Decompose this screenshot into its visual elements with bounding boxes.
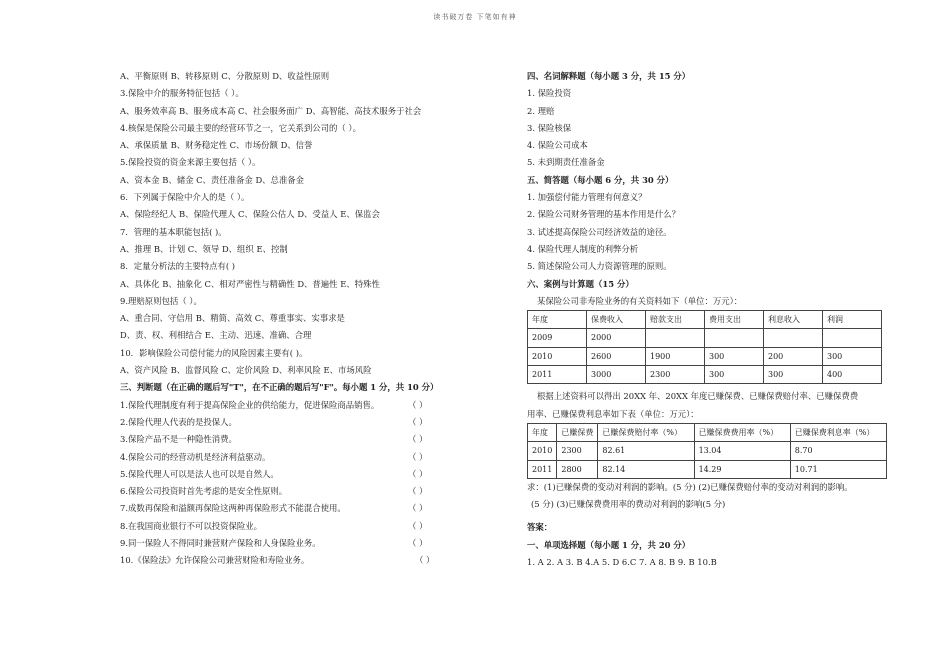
section-title-short-answer: 五、简答题（每小题 6 分，共 30 分）: [527, 174, 674, 185]
answer-section-title: 一、单项选择题（每小题 1 分，共 20 分）: [527, 539, 691, 550]
case-text: 根据上述资料可以得出 20XX 年、20XX 年度已赚保费、已赚保费赔付率、已赚保费费: [537, 391, 859, 402]
list-item: 5. 未到期责任准备金: [527, 157, 605, 168]
table-cell: 年度: [528, 311, 587, 329]
table-cell: 300: [705, 366, 764, 384]
judge-item: [120, 500, 450, 517]
table-cell: 赔款支出: [646, 311, 705, 329]
table-cell: 已赚保费费用率（%）: [694, 423, 790, 441]
list-item: 1. 加强偿付能力管理有何意义？: [527, 192, 647, 203]
left-column: [120, 68, 450, 570]
answer-blank: （ ）: [408, 451, 428, 462]
answer-blank: （ ）: [408, 416, 428, 427]
data-table-1: [527, 310, 882, 384]
text-line: 7．管理的基本职能包括( )。: [120, 226, 227, 237]
table-row: [528, 329, 882, 347]
text-line: 8．定量分析法的主要特点有( ): [120, 261, 236, 272]
table-row: [528, 366, 882, 384]
section-title-judge: 三、判断题（在正确的题后写"T"，在不正确的题后写"F"。每小题 1 分，共 10 分）: [120, 382, 439, 393]
judge-item: [120, 535, 450, 552]
judge-item: [120, 518, 450, 535]
list-item: 3. 保险核保: [527, 122, 572, 133]
section-title-case: 六、案例与计算题（15 分）: [527, 278, 634, 289]
judge-question: 5.保险代理人可以是法人也可以是自然人。: [120, 468, 279, 479]
list-item: 1. 保险投资: [527, 88, 572, 99]
requirement-text: (5 分) (3)已赚保费费用率的费动对利润的影响(5 分): [531, 499, 726, 510]
table-header-row: [528, 311, 882, 329]
text-line: 6．下列属于保险中介人的是（ ）。: [120, 192, 250, 203]
table-cell: 2800: [557, 460, 598, 478]
table-cell: 保费收入: [587, 311, 646, 329]
text-line: A、承保质量 B、财务稳定性 C、市场份额 D、信誉: [120, 140, 313, 151]
table-cell: 2010: [528, 442, 557, 460]
answer-key: 1. A 2. A 3. B 4.A 5. D 6.C 7. A 8. B 9. B 10.B: [527, 557, 717, 568]
answer-label: 答案：: [527, 522, 553, 533]
table-cell: 利息收入: [764, 311, 823, 329]
judge-question: 10.《保险法》允许保险公司兼营财险和寿险业务。: [120, 555, 310, 566]
data-table-2: [527, 423, 887, 479]
table-cell: 82.14: [598, 460, 694, 478]
table-cell: 300: [764, 366, 823, 384]
answer-blank: （ ）: [408, 434, 428, 445]
table-cell: 10.71: [790, 460, 886, 478]
judge-item: [120, 414, 450, 431]
table-cell: 2000: [587, 329, 646, 347]
table-cell: 1900: [646, 347, 705, 365]
text-line: 10．影响保险公司偿付能力的风险因素主要有( )。: [120, 347, 308, 358]
table-cell: 2600: [587, 347, 646, 365]
judge-item: [120, 431, 450, 448]
table-cell: 400: [823, 366, 882, 384]
table-cell: 已赚保费赔付率（%）: [598, 423, 694, 441]
table-cell: 200: [764, 347, 823, 365]
page-header: 读书破万卷 下笔如有神: [433, 13, 517, 21]
table-cell: 2010: [528, 347, 587, 365]
judge-question: 6.保险公司投资时首先考虑的是安全性原则。: [120, 486, 288, 497]
table-cell: [646, 329, 705, 347]
judge-question: 8.在我国商业银行不可以投资保险业。: [120, 520, 262, 531]
table-cell: [705, 329, 764, 347]
table-cell: 2300: [557, 442, 598, 460]
table-cell: [764, 329, 823, 347]
requirement-text: 求：(1)已赚保费的变动对利润的影响。(5 分) (2)已赚保费赔付率的变动对利润的影响。: [527, 481, 853, 492]
list-item: 4. 保险代理人制度的利弊分析: [527, 243, 639, 254]
answer-blank: （ ）: [408, 520, 428, 531]
judge-item: [120, 466, 450, 483]
table-row: [528, 460, 887, 478]
table-cell: 300: [705, 347, 764, 365]
table-cell: 13.04: [694, 442, 790, 460]
table-cell: 2011: [528, 366, 587, 384]
table-cell: 已赚保费: [557, 423, 598, 441]
text-line: A、重合同、守信用 B、精简、高效 C、尊重事实、实事求是: [120, 313, 345, 324]
text-line: D、责、权、利相结合 E、主动、迅速、准确、合理: [120, 330, 312, 341]
text-line: A、平衡原则 B、转移原则 C、分散原则 D、收益性原则: [120, 71, 330, 81]
answer-blank: （ ）: [408, 538, 428, 549]
table-cell: 2011: [528, 460, 557, 478]
case-intro: 某保险公司非寿险业务的有关资料如下（单位：万元）：: [537, 295, 743, 306]
judge-item: [120, 483, 450, 500]
table-row: [528, 347, 882, 365]
list-item: 3. 试述提高保险公司经济效益的途径。: [527, 226, 672, 237]
table-cell: 2300: [646, 366, 705, 384]
table-cell: 300: [823, 347, 882, 365]
table-cell: [823, 329, 882, 347]
list-item: 5. 简述保险公司人力资源管理的原则。: [527, 261, 672, 272]
table-cell: 3000: [587, 366, 646, 384]
case-text: 用率、已赚保费利息率如下表（单位：万元）：: [527, 408, 699, 419]
list-item: 2. 保险公司财务管理的基本作用是什么？: [527, 209, 681, 220]
list-item: 2. 理赔: [527, 105, 555, 116]
text-line: A、推理 B、计划 C、领导 D、组织 E、控制: [120, 243, 288, 254]
judge-item: [120, 449, 450, 466]
table-cell: 14.29: [694, 460, 790, 478]
text-line: A、资产风险 B、监督风险 C、定价风险 D、利率风险 E、市场风险: [120, 365, 372, 376]
answer-blank: （ ）: [408, 486, 428, 497]
text-line: A、资本金 B、储金 C、责任准备金 D、总准备金: [120, 174, 305, 185]
right-column: [527, 68, 887, 571]
table-cell: 82.61: [598, 442, 694, 460]
judge-question: 2.保险代理人代表的是投保人。: [120, 416, 237, 427]
table-cell: 年度: [528, 423, 557, 441]
text-line: 4.核保是保险公司最主要的经营环节之一，它关系到公司的（ ）。: [120, 122, 361, 133]
judge-item: [120, 552, 450, 569]
table-header-row: [528, 423, 887, 441]
answer-blank: （ ）: [408, 399, 428, 410]
answer-blank: （ ）: [415, 555, 435, 566]
list-item: 4. 保险公司成本: [527, 140, 588, 151]
table-cell: 2009: [528, 329, 587, 347]
answer-blank: （ ）: [408, 503, 428, 514]
text-line: A、服务效率高 B、服务成本高 C、社会服务面广 D、高智能、高技术服务于社会: [120, 105, 422, 116]
judge-question: 7.成数再保险和溢额再保险这两种再保险形式不能混合使用。: [120, 503, 346, 514]
text-line: 5.保险投资的资金来源主要包括（ ）。: [120, 157, 261, 168]
text-line: 9.理赔原则包括（ ）。: [120, 295, 202, 306]
table-row: [528, 442, 887, 460]
table-cell: 8.70: [790, 442, 886, 460]
text-line: 3.保险中介的服务特征包括（ ）。: [120, 88, 244, 99]
table-cell: 利润: [823, 311, 882, 329]
table-cell: 费用支出: [705, 311, 764, 329]
judge-question: 9.同一保险人不得同时兼营财产保险和人身保险业务。: [120, 538, 321, 549]
text-line: A、具体化 B、抽象化 C、相对严密性与精确性 D、普遍性 E、特殊性: [120, 278, 380, 289]
answer-blank: （ ）: [408, 468, 428, 479]
section-title-terms: 四、名词解释题（每小题 3 分，共 15 分）: [527, 71, 691, 81]
judge-question: 1.保险代理制度有利于提高保险企业的供给能力，促进保险商品销售。: [120, 399, 380, 410]
judge-item: [120, 397, 450, 414]
judge-question: 4.保险公司的经营动机是经济利益驱动。: [120, 451, 271, 462]
text-line: A、保险经纪人 B、保险代理人 C、保险公估人 D、受益人 E、保监会: [120, 209, 380, 220]
table-cell: 已赚保费利息率（%）: [790, 423, 886, 441]
judge-question: 3.保险产品不是一种隐性消费。: [120, 434, 237, 445]
